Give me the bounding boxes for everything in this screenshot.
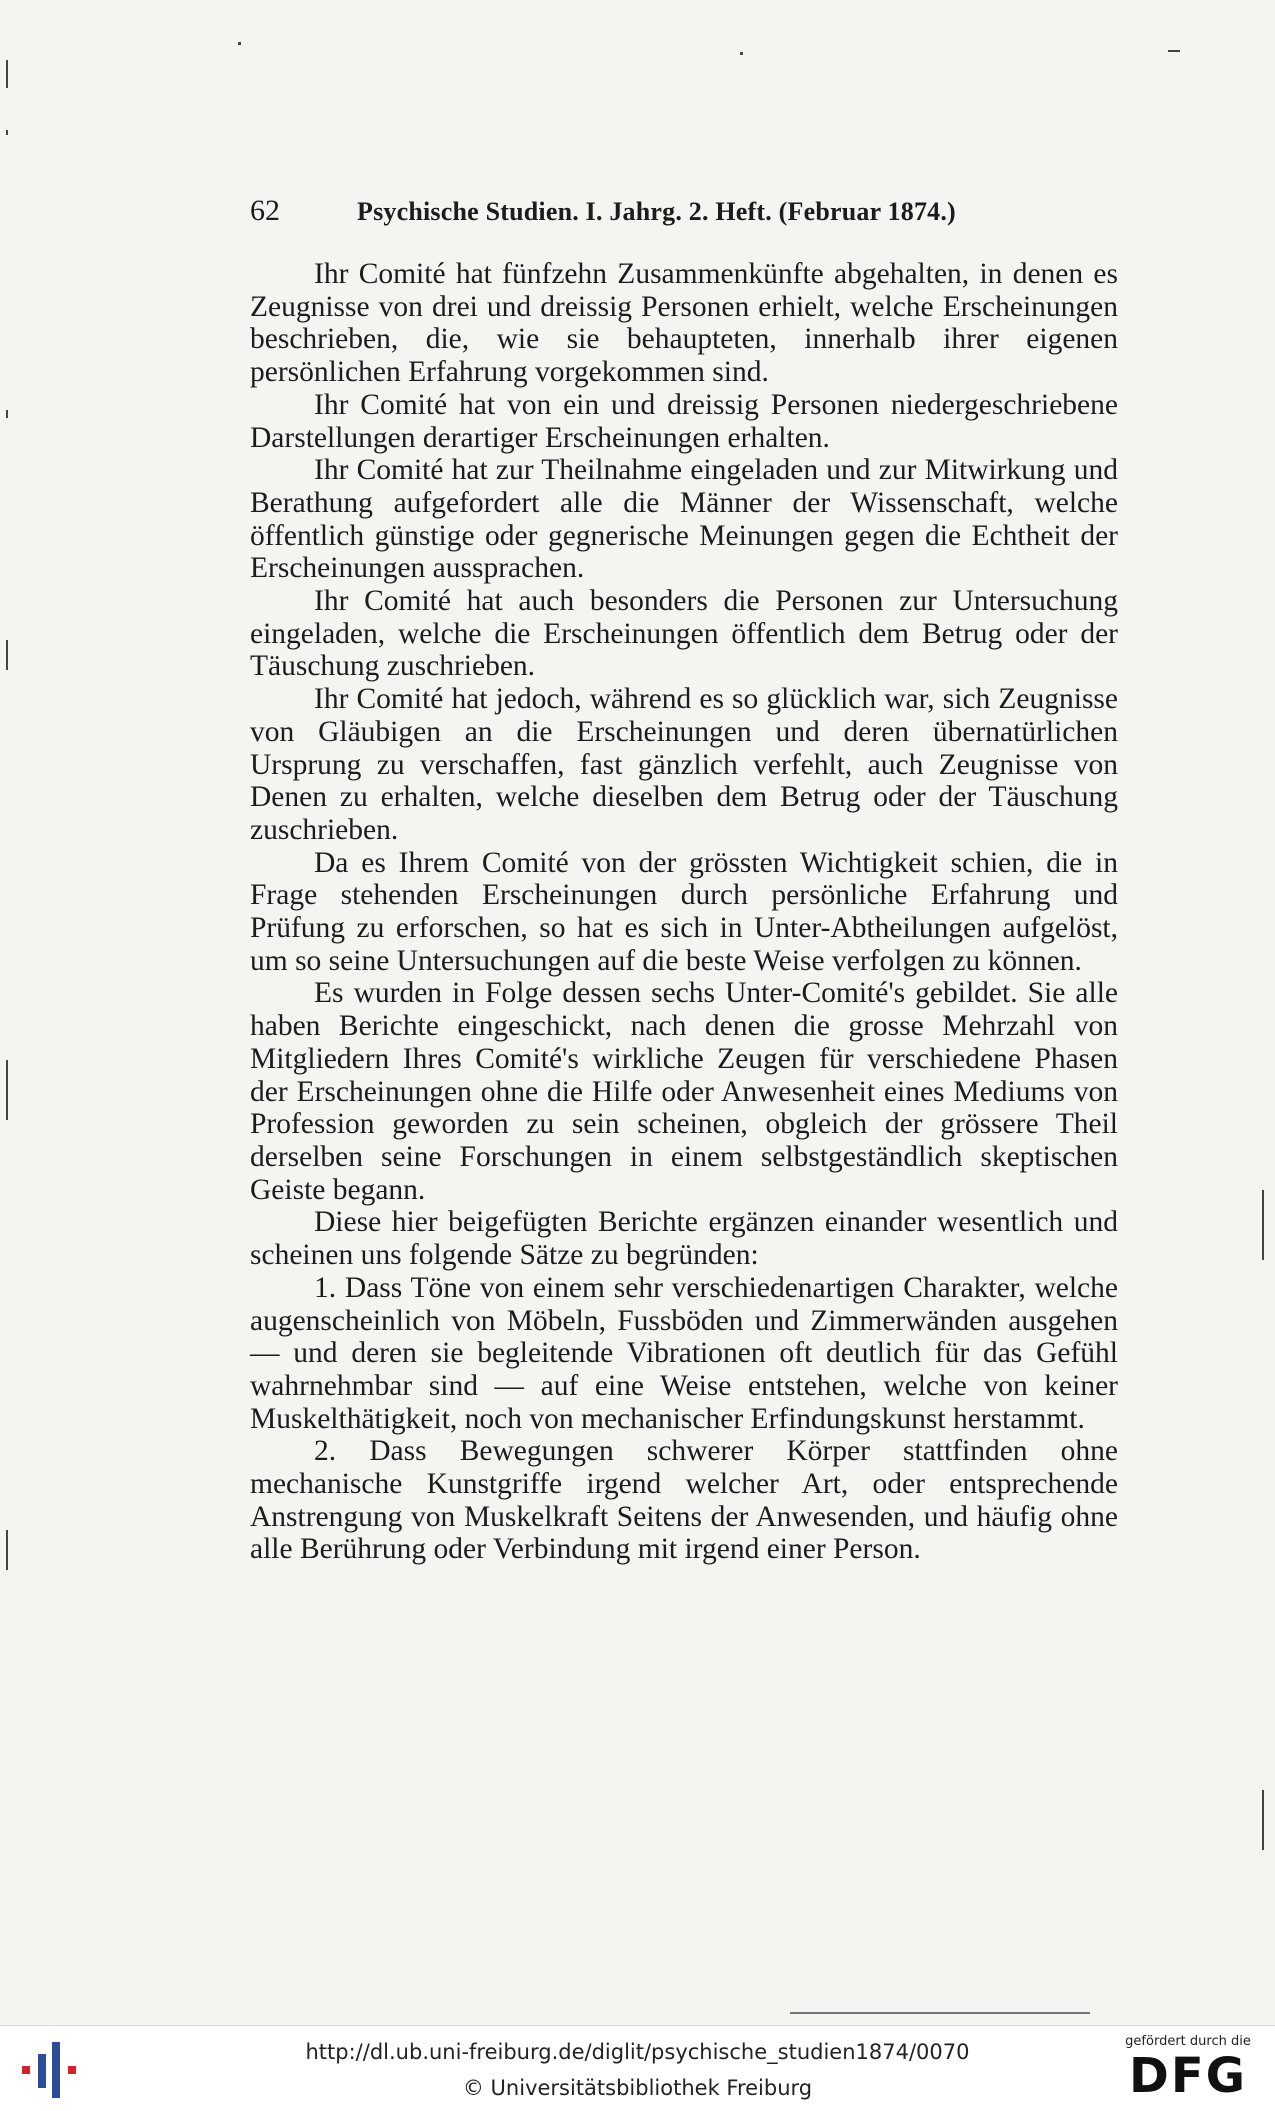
paragraph: Ihr Comité hat von ein und dreissig Personen niedergeschriebene Darstellungen derartiger Erscheinungen erhalten. <box>250 388 1118 454</box>
scan-artifact <box>6 640 8 670</box>
paragraph: Ihr Comité hat auch besonders die Personen zur Untersuchung eingeladen, welche die Erscheinungen öffentlich dem Betrug oder der Täuschung zuschrieben. <box>250 585 1118 683</box>
dfg-logo <box>1113 2034 1263 2106</box>
page-number: 62 <box>250 194 280 227</box>
running-title: Psychische Studien. I. Jahrg. 2. Heft. (Februar 1874.) <box>357 197 956 226</box>
scan-artifact <box>6 410 8 418</box>
paragraph: 1. Dass Töne von einem sehr verschiedenartigen Charakter, welche augenscheinlich von Möbeln, Fussböden und Zimmerwänden ausgehen — und deren sie begleitende Vibrationen oft deutlich für das Gefühl wahrnehmbar sind — auf eine Weise entstehen, welche von keiner Muskelthätigkeit, noch von mechanischer Erfindungskunst herstammt. <box>250 1271 1118 1435</box>
paragraph: 2. Dass Bewegungen schwerer Körper stattfinden ohne mechanische Kunstgriffe irgend welcher Art, oder entsprechende Anstrengung von Muskelkraft Seitens der Anwesenden, und häufig ohne alle Berührung oder Verbindung mit irgend einer Person. <box>250 1435 1118 1566</box>
article-body <box>250 258 1118 1566</box>
scan-artifact <box>740 52 743 55</box>
funding-note: gefördert durch die <box>1125 2034 1251 2049</box>
dfg-logo-text: DFG <box>1128 2048 1248 2104</box>
paragraph: Ihr Comité hat zur Theilnahme eingeladen und zur Mitwirkung und Berathung aufgefordert alle die Männer der Wissenschaft, welche öffentlich günstige oder gegnerische Meinungen gegen die Echtheit der Erscheinungen aussprachen. <box>250 454 1118 585</box>
paragraph: Diese hier beigefügten Berichte ergänzen einander wesentlich und scheinen uns folgende Sätze zu begründen: <box>250 1206 1118 1272</box>
permalink-url[interactable]: http://dl.ub.uni-freiburg.de/diglit/psychische_studien1874/0070 <box>305 2040 970 2064</box>
scan-artifact <box>6 130 8 135</box>
footer-bar <box>0 2025 1275 2111</box>
paragraph: Es wurden in Folge dessen sechs Unter-Comité's gebildet. Sie alle haben Berichte eingeschickt, nach denen die grosse Mehrzahl von Mitgliedern Ihres Comité's wirkliche Zeugen für verschiedene Phasen der Erscheinungen ohne die Hilfe oder Anwesenheit eines Mediums von Profession geworden zu sein scheinen, obgleich der grössere Theil derselben seine Forschungen in einem selbstgeständlich skeptischen Geiste begann. <box>250 977 1118 1206</box>
running-header <box>250 190 1120 234</box>
copyright-notice: © Universitätsbibliothek Freiburg <box>462 2076 813 2100</box>
scan-artifact <box>6 1530 8 1570</box>
scan-artifact <box>238 42 241 45</box>
scan-artifact <box>6 1060 8 1120</box>
scan-artifact <box>1262 1190 1264 1260</box>
scan-artifact <box>1262 1790 1264 1850</box>
page-edge-line <box>790 2012 1090 2014</box>
paragraph: Ihr Comité hat fünfzehn Zusammenkünfte abgehalten, in denen es Zeugnisse von drei und dreissig Personen erhielt, welche Erscheinungen beschrieben, die, wie sie behaupteten, innerhalb ihrer eigenen persönlichen Erfahrung vorgekommen sind. <box>250 258 1118 389</box>
scan-artifact <box>1168 50 1180 52</box>
scan-artifact <box>6 60 8 88</box>
paragraph: Da es Ihrem Comité von der grössten Wichtigkeit schien, die in Frage stehenden Erscheinungen durch persönliche Erfahrung und Prüfung zu erforschen, so hat es sich in Unter-Abtheilungen aufgelöst, um so seine Untersuchungen auf die beste Weise verfolgen zu können. <box>250 846 1118 977</box>
paragraph: Ihr Comité hat jedoch, während es so glücklich war, sich Zeugnisse von Gläubigen an die Erscheinungen und deren übernatürlichen Ursprung zu verschaffen, fast gänzlich verfehlt, auch Zeugnisse von Denen zu erhalten, welche dieselben dem Betrug oder der Täuschung zuschrieben. <box>250 683 1118 846</box>
